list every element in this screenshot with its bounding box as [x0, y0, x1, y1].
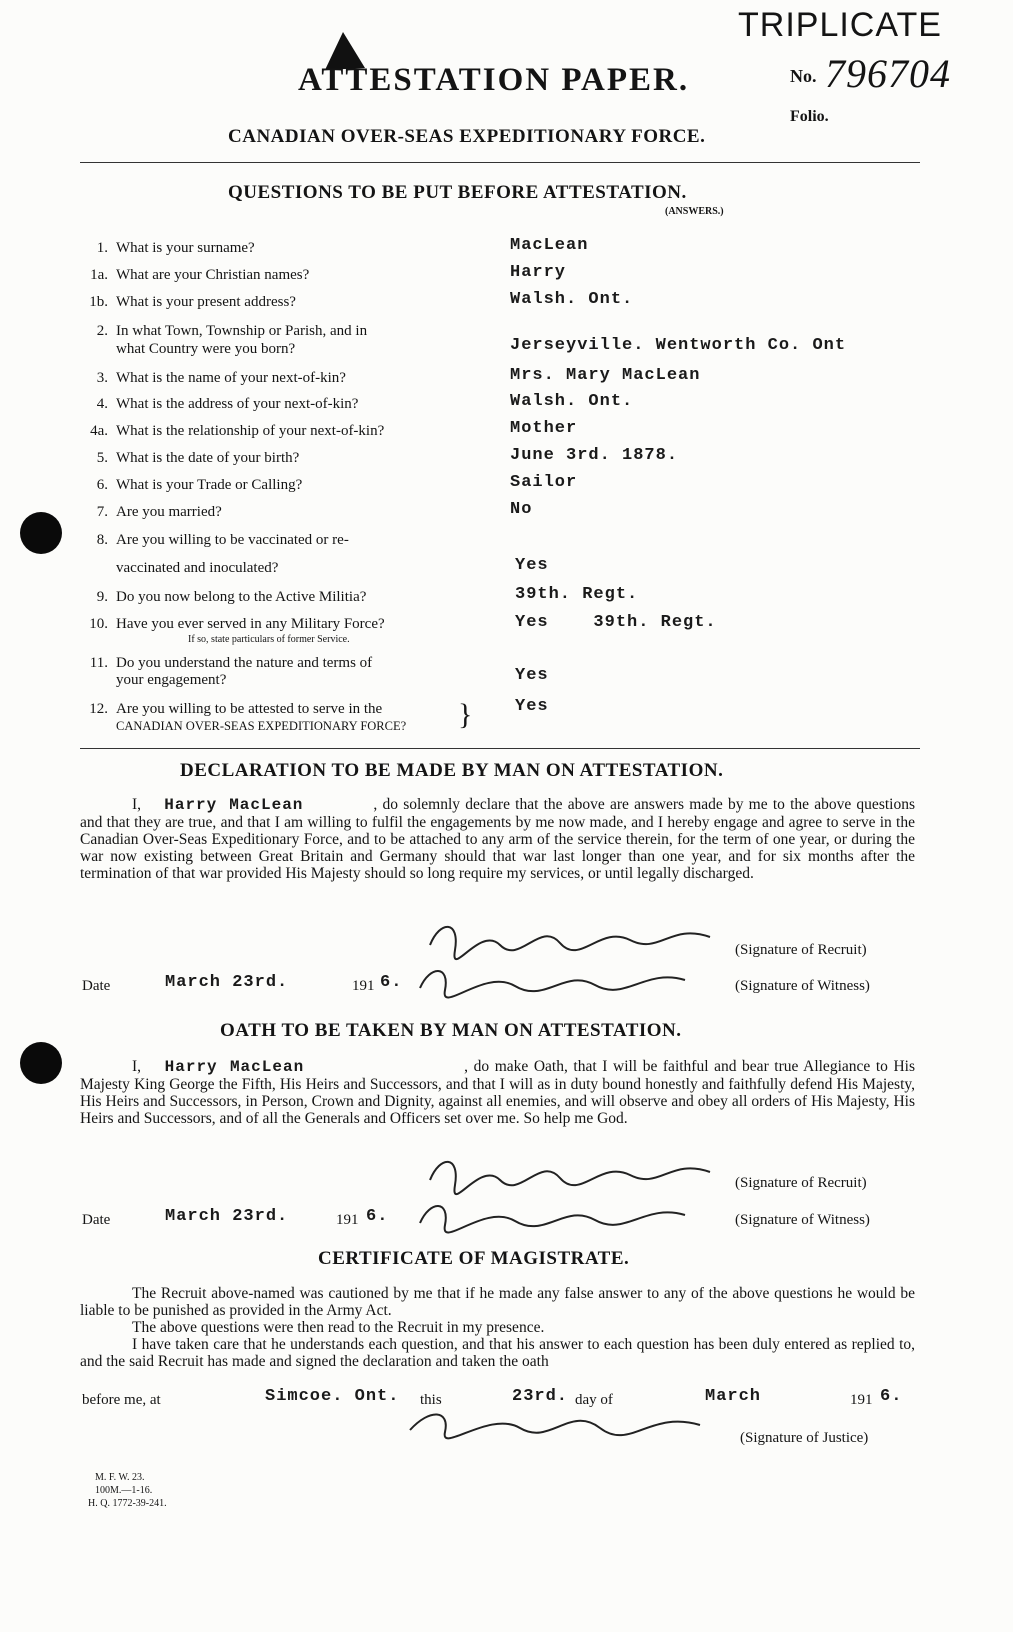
form-code-3: H. Q. 1772-39-241.: [88, 1498, 167, 1509]
question-married: Are you married?: [116, 504, 222, 520]
justice-signature: [400, 1400, 720, 1445]
question-number: 1a.: [90, 267, 108, 283]
regimental-number: 796704: [825, 51, 951, 96]
oath-year-suffix: 6.: [366, 1207, 389, 1226]
question-birthplace: In what Town, Township or Parish, and in: [116, 323, 368, 339]
question-vaccinated: Are you willing to be vaccinated or re-: [116, 532, 349, 548]
folio-label: Folio.: [790, 108, 829, 125]
certificate-before-label: before me, at: [82, 1392, 161, 1408]
answer-next-of-kin-address: Walsh. Ont.: [510, 392, 634, 411]
declaration-witness-sig-label: (Signature of Witness): [735, 978, 870, 994]
questions-heading: QUESTIONS TO BE PUT BEFORE ATTESTATION.: [228, 182, 687, 203]
declaration-date: March 23rd.: [165, 973, 289, 992]
declaration-text: [80, 796, 915, 882]
oath-recruit-name: Harry MacLean: [164, 1058, 305, 1076]
form-code-2: 100M.—1-16.: [95, 1485, 153, 1496]
certificate-place: Simcoe. Ont.: [265, 1387, 400, 1406]
oath-witness-signature: [415, 1195, 715, 1235]
question-surname: What is your surname?: [116, 240, 255, 256]
oath-i: I,: [132, 1058, 142, 1075]
answer-trade: Sailor: [510, 473, 578, 492]
declaration-body: , do solemnly declare that the above are answers made by me to the above questions and that they are true, and that I am willing to fulfil the engagements by me now made, and I hereby engage and agree to serve in the Canadian Over-Seas Expeditionary Force, and to be attached to any arm of the service therein, for the term of one year, or during the war now existing between Great Britain and Germany should that war last longer than one year, and for six months after the termination of that war provided His Majesty should so long require my services, or until legally discharged.: [80, 796, 915, 882]
answer-understand: Yes: [515, 666, 549, 685]
answer-militia: 39th. Regt.: [515, 585, 639, 604]
question-understand-cont: your engagement?: [116, 672, 227, 688]
question-attested: Are you willing to be attested to serve in the: [116, 701, 383, 717]
declaration-recruit-sig-label: (Signature of Recruit): [735, 942, 867, 958]
question-number: 12.: [89, 701, 108, 717]
page-subtitle: CANADIAN OVER-SEAS EXPEDITIONARY FORCE.: [228, 126, 706, 147]
question-attested-cont: CANADIAN OVER-SEAS EXPEDITIONARY FORCE?: [116, 719, 407, 733]
question-vaccinated-cont: vaccinated and inoculated?: [116, 560, 279, 576]
answer-military-service: Yes 39th. Regt.: [515, 613, 717, 632]
answer-married: No: [510, 500, 533, 519]
punch-hole-bottom: [20, 1042, 62, 1084]
answer-attested: Yes: [515, 697, 549, 716]
certificate-day-label: day of: [575, 1392, 613, 1408]
question-christian-names: What are your Christian names?: [116, 267, 310, 283]
declaration-year-suffix: 6.: [380, 973, 403, 992]
number-label: No.: [790, 66, 817, 86]
declaration-year-prefix: 191: [352, 978, 375, 994]
question-number: 1b.: [89, 294, 108, 310]
question-number: 6.: [96, 477, 108, 493]
brace: }: [458, 698, 473, 731]
question-next-of-kin: What is the name of your next-of-kin?: [116, 370, 346, 386]
question-number: 3.: [96, 370, 108, 386]
answer-next-of-kin: Mrs. Mary MacLean: [510, 366, 701, 385]
question-number: 8.: [96, 532, 108, 548]
form-code-1: M. F. W. 23.: [95, 1472, 145, 1483]
triplicate-stamp: TRIPLICATE: [738, 6, 942, 44]
certificate-p2: The above questions were then read to the Recruit in my presence.: [132, 1319, 545, 1336]
declaration-i: I,: [132, 796, 142, 813]
question-address: What is your present address?: [116, 294, 296, 310]
divider: [80, 748, 920, 749]
question-military-service-note: If so, state particulars of former Service.: [188, 634, 350, 645]
answer-relationship: Mother: [510, 419, 578, 438]
oath-date-label: Date: [82, 1212, 111, 1228]
answer-christian-names: Harry: [510, 263, 567, 282]
question-militia: Do you now belong to the Active Militia?: [116, 589, 367, 605]
oath-text: [80, 1058, 915, 1127]
answer-vaccinated: Yes: [515, 556, 549, 575]
question-number: 5.: [96, 450, 108, 466]
oath-date: March 23rd.: [165, 1207, 289, 1226]
declaration-date-label: Date: [82, 978, 111, 994]
certificate-heading: CERTIFICATE OF MAGISTRATE.: [318, 1248, 630, 1269]
certificate-p3: I have taken care that he understands each question, and that his answer to each question has been duly entered as replied to, and the said Recruit has made and signed the declaration and taken the oath: [80, 1336, 915, 1370]
certificate-this-label: this: [420, 1392, 442, 1408]
question-relationship: What is the relationship of your next-of-kin?: [116, 423, 385, 439]
question-trade: What is your Trade or Calling?: [116, 477, 303, 493]
certificate-year-prefix: 191: [850, 1392, 873, 1408]
question-understand: Do you understand the nature and terms of: [116, 655, 373, 671]
certificate-p1: The Recruit above-named was cautioned by me that if he made any false answer to any of the above questions he would be liable to be punished as provided in the Army Act.: [80, 1285, 915, 1319]
question-number: 4.: [96, 396, 108, 412]
question-next-of-kin-address: What is the address of your next-of-kin?: [116, 396, 359, 412]
punch-hole-top: [20, 512, 62, 554]
page-title: ATTESTATION PAPER.: [298, 62, 690, 98]
certificate-justice-sig-label: (Signature of Justice): [740, 1430, 869, 1446]
divider: [80, 162, 920, 163]
certificate-day: 23rd.: [512, 1387, 569, 1406]
question-number: 7.: [96, 504, 108, 520]
oath-year-prefix: 191: [336, 1212, 359, 1228]
question-military-service: Have you ever served in any Military Force?: [116, 616, 385, 632]
declaration-heading: DECLARATION TO BE MADE BY MAN ON ATTESTATION.: [180, 760, 724, 781]
recruit-signature: [420, 915, 720, 960]
oath-recruit-sig-label: (Signature of Recruit): [735, 1175, 867, 1191]
witness-signature: [415, 960, 715, 1000]
answer-birth-date: June 3rd. 1878.: [510, 446, 679, 465]
question-number: 4a.: [90, 423, 108, 439]
question-number: 10.: [89, 616, 108, 632]
question-number: 11.: [89, 655, 108, 671]
oath-body: , do make Oath, that I will be faithful and bear true Allegiance to His Majesty King George the Fifth, His Heirs and Successors, and that I will as in duty bound honestly and faithfully defend His Majesty, His Heirs and Successors, in Person, Crown and Dignity, against all enemies, and will observe and obey all orders of His Majesty, His Heirs and Successors, and of all the Generals and Officers set over me. So help me God.: [80, 1058, 916, 1127]
question-number: 2.: [96, 323, 108, 339]
certificate-year-suffix: 6.: [880, 1387, 903, 1406]
answer-address: Walsh. Ont.: [510, 290, 634, 309]
oath-heading: OATH TO BE TAKEN BY MAN ON ATTESTATION.: [220, 1020, 682, 1041]
question-number: 9.: [96, 589, 108, 605]
answer-surname: MacLean: [510, 236, 589, 255]
question-number: 1.: [96, 240, 108, 256]
question-birthplace-cont: what Country were you born?: [116, 341, 296, 357]
answer-birthplace: Jerseyville. Wentworth Co. Ont: [510, 336, 847, 355]
declaration-recruit-name: Harry MacLean: [164, 796, 304, 814]
oath-recruit-signature: [420, 1150, 720, 1195]
question-birth-date: What is the date of your birth?: [116, 450, 300, 466]
oath-witness-sig-label: (Signature of Witness): [735, 1212, 870, 1228]
certificate-month: March: [705, 1387, 762, 1406]
answers-label: (ANSWERS.): [665, 206, 724, 217]
